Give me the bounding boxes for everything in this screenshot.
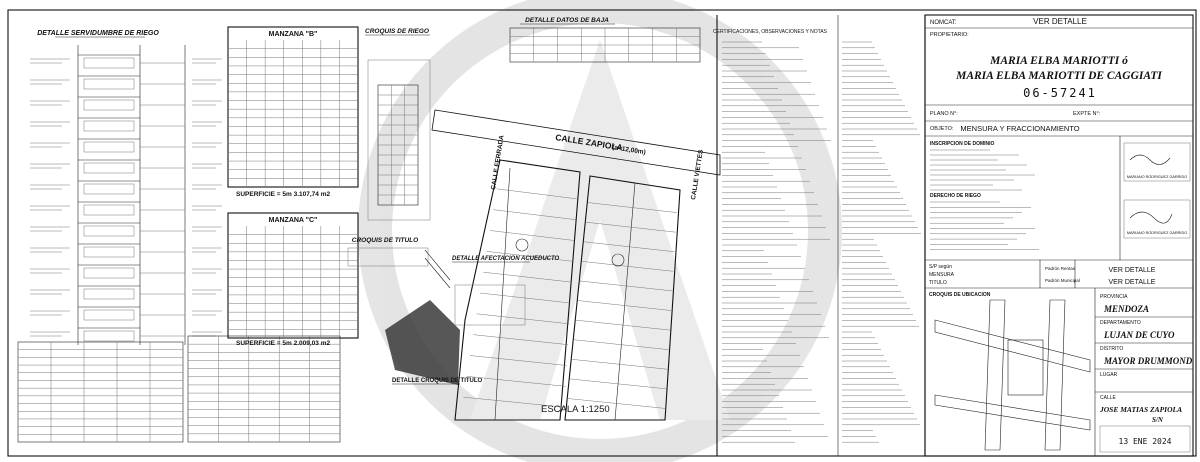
plan-number: 06-57241 bbox=[1023, 86, 1097, 100]
professional-stamp-2: MARIANO RODRIGUEZ GARRIDO bbox=[1126, 231, 1188, 235]
table-c-surface: SUPERFICIE = 5m 2.009,03 m2 bbox=[236, 340, 331, 347]
owner-name-1: MARIA ELBA MARIOTTI ó bbox=[990, 55, 1128, 67]
detail-affect-title: DETALLE AFECTACION ACUEDUCTO bbox=[452, 256, 560, 262]
distrito-value: MAYOR DRUMMOND bbox=[1104, 356, 1193, 366]
street-viettes-label: CALLE VIETTES bbox=[690, 149, 705, 201]
objeto-value: MENSURA Y FRACCIONAMIENTO bbox=[960, 124, 1080, 133]
detail-irrigation-title: DETALLE SERVIDUMBRE DE RIEGO bbox=[37, 30, 159, 37]
certifications-title: CERTIFICACIONES, OBSERVACIONES Y NOTAS bbox=[713, 29, 827, 35]
stamp-date: 13 ENE 2024 bbox=[1118, 437, 1172, 446]
ver-detalle-2: VER DETALLE bbox=[1108, 279, 1156, 286]
lugar-label: LUGAR bbox=[1100, 372, 1118, 378]
nomcat-value: VER DETALLE bbox=[1033, 17, 1087, 26]
padron-municipal-label: Padrón Municipal bbox=[1045, 278, 1080, 283]
objeto-label: OBJETO: bbox=[930, 126, 954, 132]
street-ferrada-label: CALLE FERRADA bbox=[490, 134, 506, 191]
departamento-label: DEPARTAMENTO bbox=[1100, 320, 1141, 326]
calle-label: CALLE bbox=[1100, 395, 1116, 401]
owner-name-2: MARIA ELBA MARIOTTI DE CAGGIATI bbox=[956, 70, 1162, 82]
detail-croquis-titulo-label: DETALLE CROQUIS DE TITULO bbox=[392, 378, 483, 384]
distrito-label: DISTRITO bbox=[1100, 346, 1124, 352]
table-c-title: MANZANA "C" bbox=[268, 217, 318, 224]
croquis-ubicacion-label: CROQUIS DE UBICACION bbox=[929, 292, 991, 298]
street-zapiola-label: CALLE ZAPIOLA bbox=[554, 132, 624, 153]
professional-stamp-1: MARIANO RODRIGUEZ GARRIDO bbox=[1126, 175, 1188, 179]
croquis-titulo-title: CROQUIS DE TITULO bbox=[351, 237, 419, 244]
riego-label: DERECHO DE RIEGO bbox=[930, 193, 981, 199]
table-b-surface: SUPERFICIE = 5m 3.107,74 m2 bbox=[236, 191, 331, 198]
expte-label: EXPTE N°: bbox=[1073, 111, 1101, 117]
provincia-value: MENDOZA bbox=[1104, 304, 1150, 314]
detail-data-title: DETALLE DATOS DE BAJA bbox=[525, 17, 609, 24]
street-zapiola-width: (a=12,00m) bbox=[611, 144, 647, 157]
plano-label: PLANO N°: bbox=[930, 111, 958, 117]
dominio-label: INSCRIPCION DE DOMINIO bbox=[930, 141, 995, 147]
nomcat-label: NOMCAT: bbox=[930, 20, 957, 26]
sup-titulo-label: TITULO bbox=[929, 280, 947, 286]
ver-detalle-1: VER DETALLE bbox=[1108, 267, 1156, 274]
calle-value: JOSE MATIAS ZAPIOLA bbox=[1100, 405, 1183, 414]
departamento-value: LUJAN DE CUYO bbox=[1104, 330, 1175, 340]
scale-label: ESCALA 1:1250 bbox=[541, 404, 610, 415]
sup-mensura-label: MENSURA bbox=[929, 272, 955, 278]
croquis-riego-title: CROQUIS DE RIEGO bbox=[365, 28, 429, 35]
padron-rentas-label: Padrón Rentas bbox=[1045, 266, 1076, 271]
provincia-label: PROVINCIA bbox=[1100, 294, 1128, 300]
table-b-title: MANZANA "B" bbox=[268, 31, 318, 38]
sup-segun-label: S/P según bbox=[929, 264, 952, 270]
owner-label: PROPIETARIO: bbox=[930, 32, 969, 38]
calle-number: S/N bbox=[1152, 416, 1163, 424]
